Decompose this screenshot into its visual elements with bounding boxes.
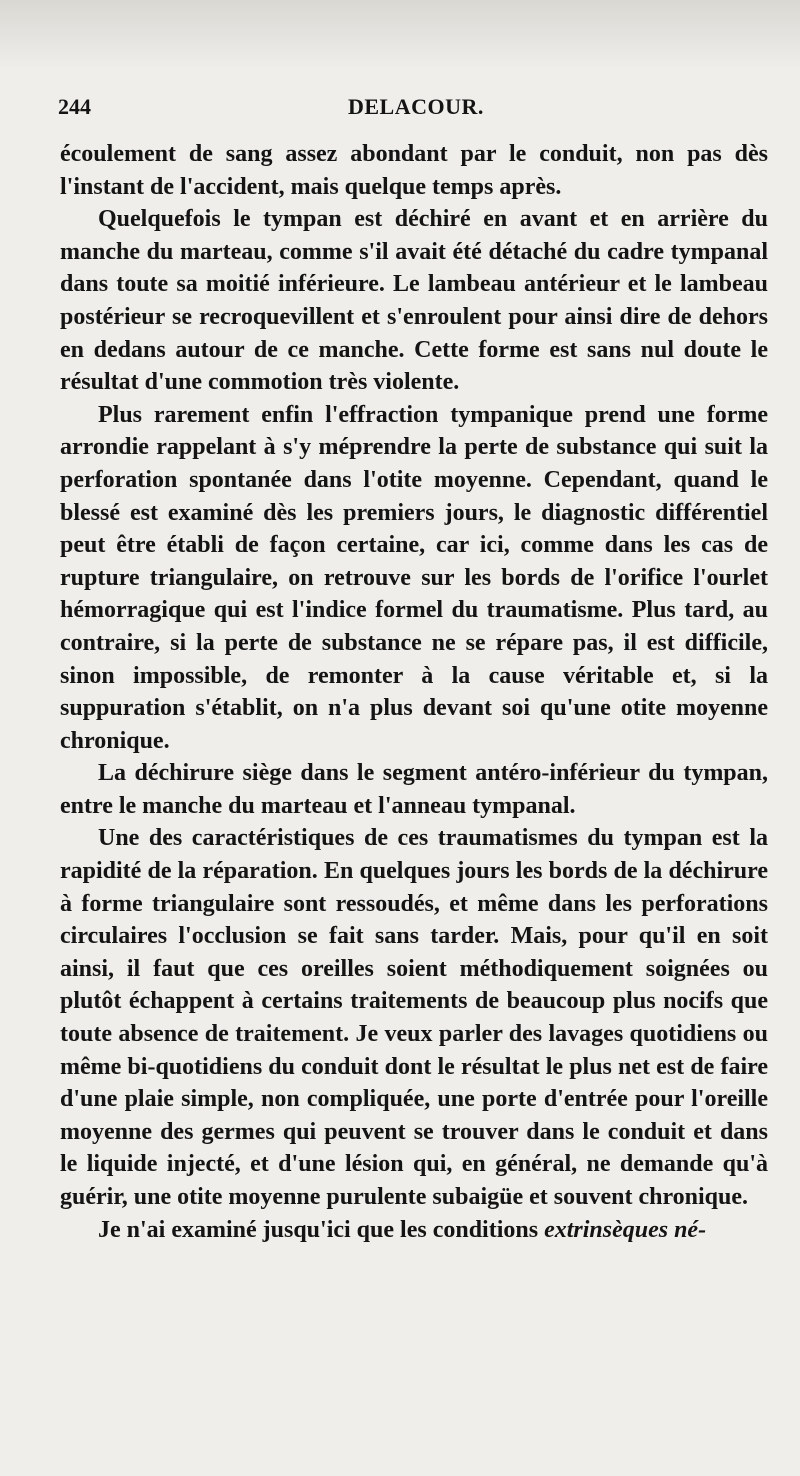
paragraph-text: Je n'ai examiné jusqu'ici que les conditions bbox=[98, 1216, 539, 1243]
running-head: DELACOUR. bbox=[348, 94, 484, 119]
page-header bbox=[58, 94, 768, 124]
paragraph: Quelquefois le tympan est déchiré en avant et en arrière du manche du marteau, comme s'il avait été détaché du cadre tympanal dans toute sa moitié inférieure. Le lambeau antérieur et le lambeau postérieur se recroquevillent et s'enroulent pour ainsi dire de dehors en dedans autour de ce manche. Cette forme est sans nul doute le résultat d'une commotion très violente. bbox=[60, 206, 768, 396]
italic-text: extrinsèques né- bbox=[544, 1216, 707, 1243]
paragraph: Plus rarement enfin l'effraction tympanique prend une forme arrondie rappelant à s'y méprendre la perte de substance qui suit la perforation spontanée dans l'otite moyenne. Cependant, quand le blessé est examiné dès les premiers jours, le diagnostic différentiel peut être établi de façon certaine, car ici, comme dans les cas de rupture triangulaire, on retrouve sur les bords de l'orifice l'ourlet hémorragique qui est l'indice formel du traumatisme. Plus tard, au contraire, si la perte de substance ne se répare pas, il est difficile, sinon impossible, de remonter à la cause véritable et, si la suppuration s'établit, on n'a plus devant soi qu'une otite moyenne chronique. bbox=[60, 401, 768, 754]
page-number: 244 bbox=[58, 94, 91, 119]
paragraph: Une des caractéristiques de ces traumatismes du tympan est la rapidité de la réparation. En quelques jours les bords de la déchirure à forme triangulaire sont ressoudés, et même dans les perforations circulaires l'occlusion se fait sans tarder. Mais, pour qu'il en soit ainsi, il faut que ces oreilles soient méthodiquement soignées ou plutôt échappent à certains traitements de beaucoup plus nocifs que toute absence de traitement. Je veux parler des lavages quotidiens ou même bi-quotidiens du conduit dont le résultat le plus net est de faire d'une plaie simple, non compliquée, une porte d'entrée pour l'oreille moyenne des germes qui peuvent se trouver dans le conduit et dans le liquide injecté, et d'une lésion qui, en général, ne demande qu'à guérir, une otite moyenne purulente subaigüe et souvent chronique. bbox=[60, 825, 768, 1210]
paragraph-last bbox=[60, 1214, 768, 1247]
paragraph-continuation: écoulement de sang assez abondant par le conduit, non pas dès l'instant de l'accident, mais quelque temps après. bbox=[60, 141, 768, 200]
paragraph: La déchirure siège dans le segment antéro-inférieur du tympan, entre le manche du marteau et l'anneau tympanal. bbox=[60, 760, 768, 819]
page-body bbox=[60, 138, 768, 1246]
page-edge-shading bbox=[0, 0, 800, 70]
